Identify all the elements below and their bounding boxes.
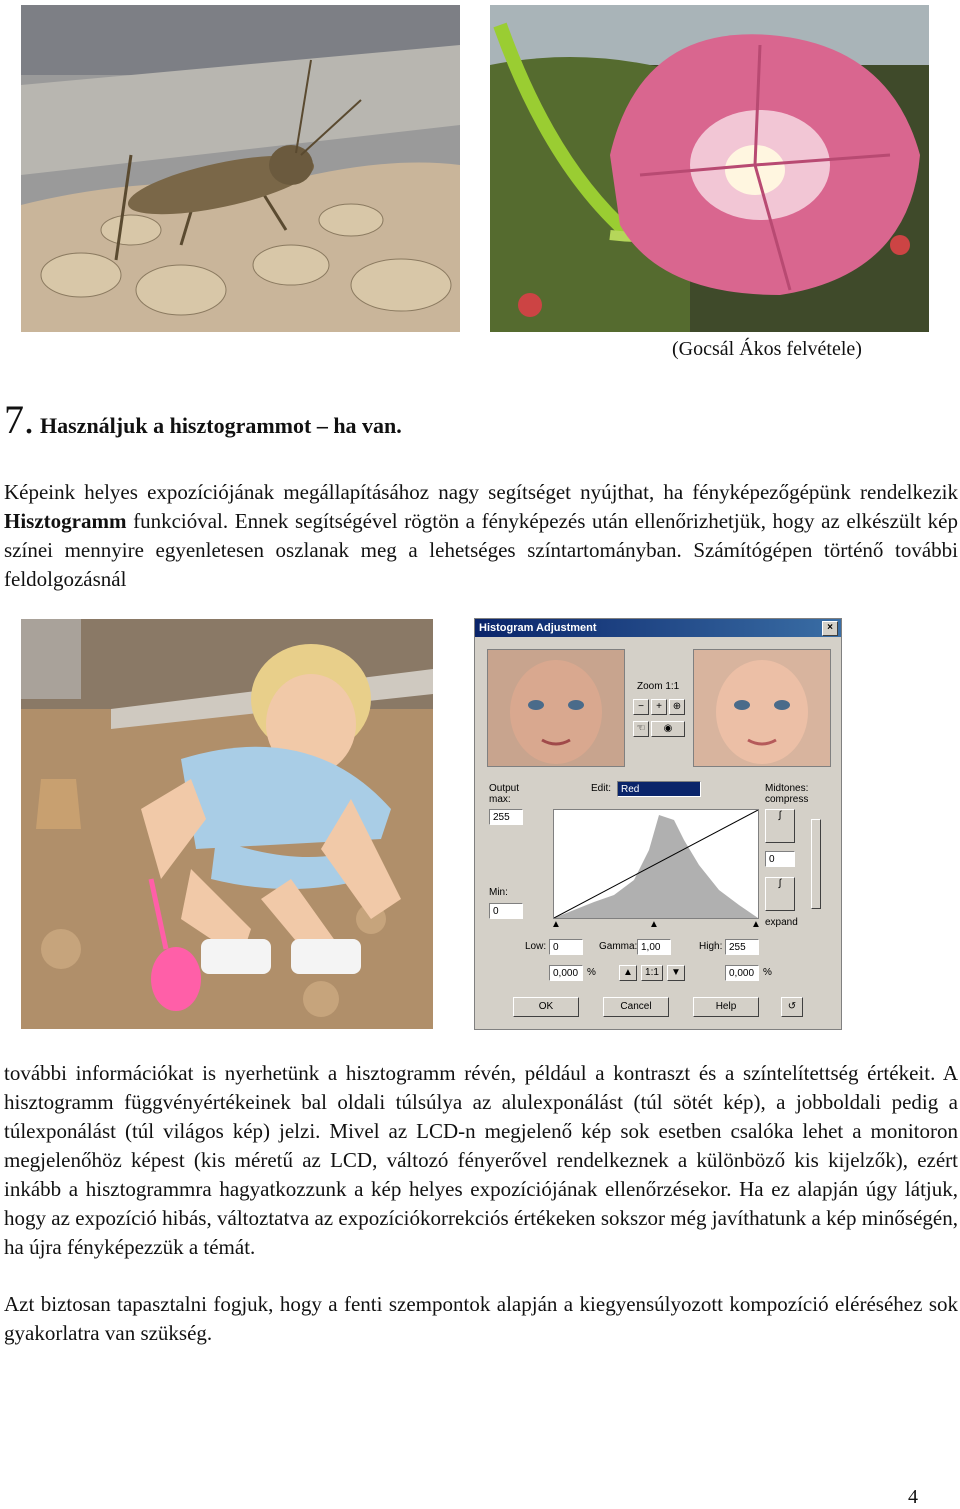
dialog-title: Histogram Adjustment bbox=[479, 622, 597, 634]
midtones-label: Midtones: compress bbox=[765, 783, 809, 805]
high-triangle-marker[interactable]: ▲ bbox=[751, 919, 761, 930]
high-percent-input[interactable]: 0,000 bbox=[725, 965, 759, 981]
low-percent-sign: % bbox=[587, 967, 596, 978]
expand-label: expand bbox=[765, 917, 798, 928]
histogram-graph[interactable] bbox=[553, 809, 759, 919]
midtones-slider[interactable] bbox=[811, 819, 821, 909]
reset-icon[interactable]: ↺ bbox=[781, 997, 803, 1017]
ok-button[interactable]: OK bbox=[513, 997, 579, 1017]
zoom-out-icon[interactable]: − bbox=[633, 699, 649, 715]
gamma-up-button[interactable]: ▲ bbox=[619, 965, 637, 981]
output-max-label: Output max: bbox=[489, 783, 520, 805]
child-in-sandbox-photo bbox=[21, 619, 433, 1029]
close-button[interactable]: × bbox=[822, 621, 838, 636]
photo-credit-caption: (Gocsál Ákos felvétele) bbox=[672, 338, 862, 360]
min-label: Min: bbox=[489, 887, 508, 898]
high-input[interactable]: 255 bbox=[725, 939, 759, 955]
paragraph-intro bbox=[4, 478, 958, 594]
low-triangle-marker[interactable]: ▲ bbox=[551, 919, 561, 930]
gamma-triangle-marker[interactable]: ▲ bbox=[649, 919, 659, 930]
zoom-in-icon[interactable]: ⊕ bbox=[669, 699, 685, 715]
section-number: 7. bbox=[4, 397, 34, 442]
gamma-input[interactable]: 1,00 bbox=[637, 939, 671, 955]
morning-glory-photo bbox=[490, 5, 929, 332]
hand-icon[interactable]: ☜ bbox=[633, 721, 649, 737]
help-button[interactable]: Help bbox=[693, 997, 759, 1017]
min-input[interactable]: 0 bbox=[489, 903, 523, 919]
preview-before-image bbox=[487, 649, 625, 767]
high-label: High: bbox=[699, 941, 723, 952]
gamma-reset-button[interactable]: 1:1 bbox=[641, 965, 663, 981]
paragraph-conclusion: Azt biztosan tapasztalni fogjuk, hogy a fenti szempontok alapján a kiegyensúlyozott kompozíció eléréséhez sok gyakorlatra van szükség. bbox=[4, 1292, 958, 1345]
low-label: Low: bbox=[525, 941, 547, 952]
preview-after-image bbox=[693, 649, 831, 767]
section-heading bbox=[4, 396, 402, 443]
channel-select-value: Red bbox=[621, 784, 640, 795]
midtones-input[interactable]: 0 bbox=[765, 851, 795, 867]
zoom-label: Zoom 1:1 bbox=[637, 681, 680, 692]
midtones-compress-icon[interactable]: ∫ bbox=[765, 809, 795, 843]
low-input[interactable]: 0 bbox=[549, 939, 583, 955]
histogram-term: Hisztogramm bbox=[4, 509, 127, 533]
gamma-label: Gamma: bbox=[599, 941, 638, 952]
high-percent-sign: % bbox=[763, 967, 772, 978]
dialog-title-bar bbox=[475, 619, 841, 637]
grasshopper-photo bbox=[21, 5, 460, 332]
histogram-adjustment-dialog bbox=[474, 618, 842, 1030]
section-title: Használjuk a hisztogrammot – ha van. bbox=[40, 413, 402, 438]
page-number: 4 bbox=[908, 1486, 918, 1508]
paragraph-intro-rest: funkcióval. Ennek segítségével rögtön a fényképezés után ellenőrizhetjük, hogy az elkészült kép színei mennyire egyenletesen oszlanak meg a lehetséges színtartományban. Számítógépen történő további feldolgozásnál bbox=[4, 509, 958, 591]
eye-icon[interactable]: ◉ bbox=[651, 721, 685, 737]
output-max-input[interactable]: 255 bbox=[489, 809, 523, 825]
channel-select[interactable] bbox=[617, 781, 701, 797]
cancel-button[interactable]: Cancel bbox=[603, 997, 669, 1017]
low-percent-input[interactable]: 0,000 bbox=[549, 965, 583, 981]
paragraph-histogram-info: további információkat is nyerhetünk a hisztogramm révén, például a kontraszt és a színtelítettség értékeit. A hisztogramm függvényértékeinek bal oldali túlsúlya az alulexponálást (túl sötét kép), a jobboldali pedig a túlexponálást (túl világos kép) jelzi. Mivel az LCD-n megjelenő kép sok esetben csalóka lehet a monitoron megjelenőhöz képest (kis méretű az LCD, változó fényerővel rendelkeznek a különböző kis kijelzők), ezért inkább a hisztogrammra hagyatkozzunk a kép helyes expozíciójának ellenőrzésekor. Ha ez alapján úgy látjuk, hogy az expozíció hibás, változtatva az expozíciókorrekciós értékeken sokszor még javíthatunk a kép minőségén, ha újra fényképezzük a témát. bbox=[4, 1061, 958, 1259]
edit-label: Edit: bbox=[591, 783, 612, 794]
midtones-expand-icon[interactable]: ∫ bbox=[765, 877, 795, 911]
paragraph-intro-text: Képeink helyes expozíciójának megállapításához nagy segítséget nyújthat, ha fényképezőgépünk rendelkezik bbox=[4, 480, 958, 504]
pan-icon[interactable]: + bbox=[651, 699, 667, 715]
gamma-down-button[interactable]: ▼ bbox=[667, 965, 685, 981]
